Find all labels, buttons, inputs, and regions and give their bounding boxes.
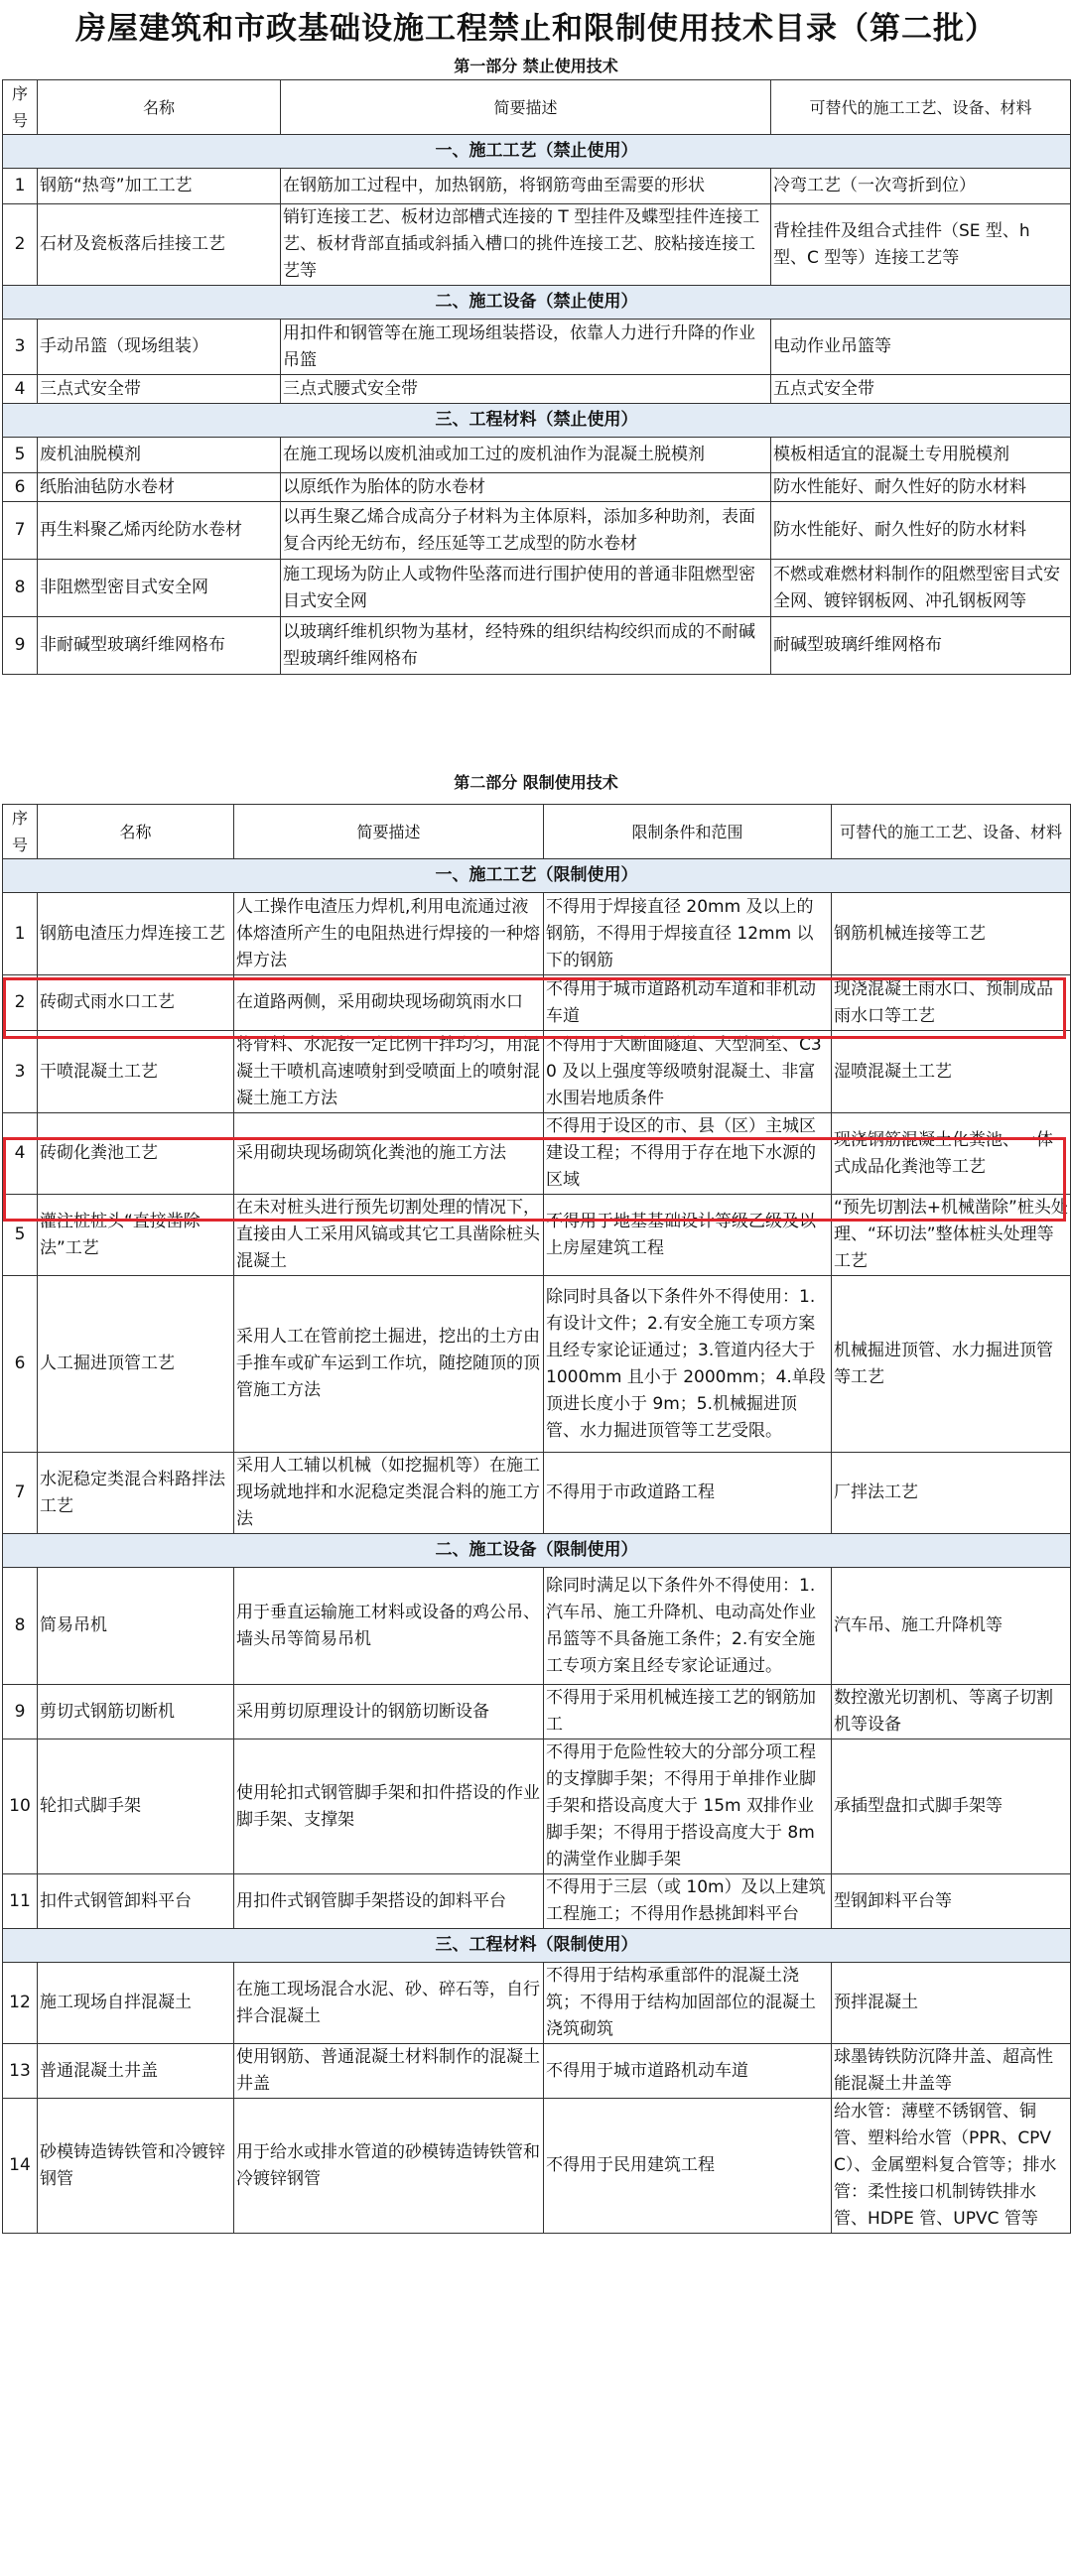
cell-description: 用扣件和钢管等在施工现场组装搭设，依靠人力进行升降的作业吊篮	[281, 320, 771, 375]
cell-alternative: 五点式安全带	[771, 375, 1071, 404]
section-title: 一、施工工艺（禁止使用）	[3, 135, 1071, 169]
cell-name: 钢筋“热弯”加工工艺	[38, 169, 281, 204]
cell-alternative: 冷弯工艺（一次弯折到位）	[771, 169, 1071, 204]
cell-description: 以原纸作为胎体的防水卷材	[281, 473, 771, 502]
cell-alternative: 电动作业吊篮等	[771, 320, 1071, 375]
cell-name: 水泥稳定类混合料路拌法工艺	[38, 1453, 234, 1534]
cell-restriction: 不得用于地基基础设计等级乙级及以上房屋建筑工程	[544, 1195, 832, 1276]
cell-index: 7	[3, 502, 38, 560]
cell-alternative: 型钢卸料平台等	[832, 1874, 1071, 1929]
table-row	[3, 1113, 1071, 1195]
table-row	[3, 617, 1071, 675]
cell-description: 在施工现场以废机油或加工过的废机油作为混凝土脱模剂	[281, 438, 771, 473]
cell-index: 2	[3, 975, 38, 1031]
cell-name: 石材及瓷板落后挂接工艺	[38, 204, 281, 286]
cell-alternative: 防水性能好、耐久性好的防水材料	[771, 502, 1071, 560]
cell-index: 1	[3, 893, 38, 975]
table-row	[3, 560, 1071, 617]
cell-alternative: 不燃或难燃材料制作的阻燃型密目式安全网、镀锌钢板网、冲孔钢板网等	[771, 560, 1071, 617]
section-row	[3, 859, 1071, 893]
cell-name: 非耐碱型玻璃纤维网格布	[38, 617, 281, 675]
cell-alternative: 机械掘进顶管、水力掘进顶管等工艺	[832, 1276, 1071, 1453]
cell-description: 用扣件式钢管脚手架搭设的卸料平台	[234, 1874, 544, 1929]
cell-index: 12	[3, 1963, 38, 2044]
cell-description: 在施工现场混合水泥、砂、碎石等，自行拌合混凝土	[234, 1963, 544, 2044]
cell-description: 人工操作电渣压力焊机,利用电流通过液体熔渣所产生的电阻热进行焊接的一种熔焊方法	[234, 893, 544, 975]
table-row	[3, 1453, 1071, 1534]
cell-index: 8	[3, 560, 38, 617]
cell-alternative: 数控激光切割机、等离子切割机等设备	[832, 1685, 1071, 1739]
cell-index: 7	[3, 1453, 38, 1534]
cell-index: 9	[3, 617, 38, 675]
cell-restriction: 不得用于危险性较大的分部分项工程的支撑脚手架；不得用于单排作业脚手架和搭设高度大于 15m 双排作业脚手架；不得用于搭设高度大于 8m 的满堂作业脚手架	[544, 1739, 832, 1874]
section-row	[3, 286, 1071, 320]
cell-description: 销钉连接工艺、板材边部槽式连接的 T 型挂件及蝶型挂件连接工艺、板材背部直插或斜插入槽口的挑件连接工艺、胶粘接连接工艺等	[281, 204, 771, 286]
part2-heading: 第二部分 限制使用技术	[454, 773, 618, 792]
cell-restriction: 不得用于采用机械连接工艺的钢筋加工	[544, 1685, 832, 1739]
cell-name: 废机油脱模剂	[38, 438, 281, 473]
part1-heading: 第一部分 禁止使用技术	[454, 57, 618, 75]
cell-alternative: 耐碱型玻璃纤维网格布	[771, 617, 1071, 675]
column-header: 限制条件和范围	[544, 805, 832, 859]
cell-name: 施工现场自拌混凝土	[38, 1963, 234, 2044]
cell-description: 采用人工在管前挖土掘进，挖出的土方由手推车或矿车运到工作坑，随挖随顶的顶管施工方法	[234, 1276, 544, 1453]
cell-description: 在钢筋加工过程中，加热钢筋，将钢筋弯曲至需要的形状	[281, 169, 771, 204]
section-row	[3, 1929, 1071, 1963]
cell-name: 简易吊机	[38, 1568, 234, 1685]
cell-index: 8	[3, 1568, 38, 1685]
table-row	[3, 502, 1071, 560]
cell-index: 14	[3, 2099, 38, 2234]
table-row	[3, 893, 1071, 975]
table-row	[3, 1568, 1071, 1685]
cell-name: 普通混凝土井盖	[38, 2044, 234, 2099]
section-title: 二、施工设备（禁止使用）	[3, 286, 1071, 320]
cell-name: 扣件式钢管卸料平台	[38, 1874, 234, 1929]
prohibited-table	[2, 79, 1071, 675]
cell-name: 三点式安全带	[38, 375, 281, 404]
header-row	[3, 805, 1071, 859]
column-header: 名称	[38, 805, 234, 859]
page-title: 房屋建筑和市政基础设施工程禁止和限制使用技术目录（第二批）	[75, 11, 997, 47]
cell-name: 再生料聚乙烯丙纶防水卷材	[38, 502, 281, 560]
table-row	[3, 1963, 1071, 2044]
restricted-table	[2, 804, 1071, 2234]
section-title: 二、施工设备（限制使用）	[3, 1534, 1071, 1568]
cell-restriction: 除同时具备以下条件外不得使用：1.有设计文件；2.有安全施工专项方案且经专家论证通过；3.管道内径大于 1000mm 且小于 2000mm；4.单段顶进长度小于 9m；5.机械掘进顶管、水力掘进顶管等工艺受限。	[544, 1276, 832, 1453]
table-row	[3, 975, 1071, 1031]
cell-alternative: 承插型盘扣式脚手架等	[832, 1739, 1071, 1874]
table-row	[3, 2044, 1071, 2099]
cell-name: 钢筋电渣压力焊连接工艺	[38, 893, 234, 975]
section-row	[3, 404, 1071, 438]
section-title: 三、工程材料（限制使用）	[3, 1929, 1071, 1963]
cell-description: 用于垂直运输施工材料或设备的鸡公吊、墙头吊等简易吊机	[234, 1568, 544, 1685]
cell-index: 5	[3, 438, 38, 473]
cell-alternative: 钢筋机械连接等工艺	[832, 893, 1071, 975]
cell-description: 采用砌块现场砌筑化粪池的施工方法	[234, 1113, 544, 1195]
table-row	[3, 320, 1071, 375]
cell-alternative: 厂拌法工艺	[832, 1453, 1071, 1534]
cell-description: 施工现场为防止人或物件坠落而进行围护使用的普通非阻燃型密目式安全网	[281, 560, 771, 617]
cell-description: 使用轮扣式钢管脚手架和扣件搭设的作业脚手架、支撑架	[234, 1739, 544, 1874]
cell-description: 使用钢筋、普通混凝土材料制作的混凝土井盖	[234, 2044, 544, 2099]
cell-index: 9	[3, 1685, 38, 1739]
cell-index: 1	[3, 169, 38, 204]
table-row	[3, 169, 1071, 204]
cell-name: 剪切式钢筋切断机	[38, 1685, 234, 1739]
cell-description: 采用剪切原理设计的钢筋切断设备	[234, 1685, 544, 1739]
cell-alternative: 背栓挂件及组合式挂件（SE 型、h 型、C 型等）连接工艺等	[771, 204, 1071, 286]
section-title: 一、施工工艺（限制使用）	[3, 859, 1071, 893]
cell-index: 2	[3, 204, 38, 286]
cell-alternative: 球墨铸铁防沉降井盖、超高性能混凝土井盖等	[832, 2044, 1071, 2099]
table-row	[3, 438, 1071, 473]
cell-name: 砖砌化粪池工艺	[38, 1113, 234, 1195]
cell-description: 以玻璃纤维机织物为基材，经特殊的组织结构绞织而成的不耐碱型玻璃纤维网格布	[281, 617, 771, 675]
cell-restriction: 不得用于结构承重部件的混凝土浇筑；不得用于结构加固部位的混凝土浇筑砌筑	[544, 1963, 832, 2044]
cell-restriction: 不得用于大断面隧道、大型洞室、C30 及以上强度等级喷射混凝土、非富水围岩地质条件	[544, 1031, 832, 1113]
cell-restriction: 不得用于城市道路机动车道	[544, 2044, 832, 2099]
table-row	[3, 375, 1071, 404]
cell-index: 13	[3, 2044, 38, 2099]
column-header: 可替代的施工工艺、设备、材料	[832, 805, 1071, 859]
cell-description: 将骨料、水泥按一定比例干拌均匀，用混凝土干喷机高速喷射到受喷面上的喷射混凝土施工方法	[234, 1031, 544, 1113]
section-row	[3, 135, 1071, 169]
cell-index: 5	[3, 1195, 38, 1276]
cell-name: 干喷混凝土工艺	[38, 1031, 234, 1113]
cell-restriction: 不得用于城市道路机动车道和非机动车道	[544, 975, 832, 1031]
cell-index: 6	[3, 1276, 38, 1453]
cell-restriction: 不得用于三层（或 10m）及以上建筑工程施工；不得用作悬挑卸料平台	[544, 1874, 832, 1929]
cell-description: 在未对桩头进行预先切割处理的情况下，直接由人工采用风镐或其它工具凿除桩头混凝土	[234, 1195, 544, 1276]
cell-name: 手动吊篮（现场组装）	[38, 320, 281, 375]
cell-alternative: 预拌混凝土	[832, 1963, 1071, 2044]
cell-description: 用于给水或排水管道的砂模铸造铸铁管和冷镀锌钢管	[234, 2099, 544, 2234]
column-header: 简要描述	[281, 80, 771, 135]
cell-index: 11	[3, 1874, 38, 1929]
cell-index: 6	[3, 473, 38, 502]
table-row	[3, 1685, 1071, 1739]
cell-alternative: 汽车吊、施工升降机等	[832, 1568, 1071, 1685]
cell-restriction: 不得用于设区的市、县（区）主城区建设工程；不得用于存在地下水源的区域	[544, 1113, 832, 1195]
cell-index: 4	[3, 1113, 38, 1195]
cell-name: 人工掘进顶管工艺	[38, 1276, 234, 1453]
cell-name: 砖砌式雨水口工艺	[38, 975, 234, 1031]
table-row	[3, 1195, 1071, 1276]
section-title: 三、工程材料（禁止使用）	[3, 404, 1071, 438]
cell-alternative: 现浇钢筋混凝土化粪池、一体式成品化粪池等工艺	[832, 1113, 1071, 1195]
cell-index: 4	[3, 375, 38, 404]
cell-alternative: 防水性能好、耐久性好的防水材料	[771, 473, 1071, 502]
header-row	[3, 80, 1071, 135]
cell-restriction: 不得用于焊接直径 20mm 及以上的钢筋，不得用于焊接直径 12mm 以下的钢筋	[544, 893, 832, 975]
column-header: 序号	[3, 805, 38, 859]
column-header: 可替代的施工工艺、设备、材料	[771, 80, 1071, 135]
cell-name: 非阻燃型密目式安全网	[38, 560, 281, 617]
cell-description: 采用人工辅以机械（如挖掘机等）在施工现场就地拌和水泥稳定类混合料的施工方法	[234, 1453, 544, 1534]
cell-alternative: 给水管：薄壁不锈钢管、铜管、塑料给水管（PPR、CPVC）、金属塑料复合管等；排水管：柔性接口机制铸铁排水管、HDPE 管、UPVC 管等	[832, 2099, 1071, 2234]
section-row	[3, 1534, 1071, 1568]
table-row	[3, 1874, 1071, 1929]
cell-restriction: 除同时满足以下条件外不得使用：1.汽车吊、施工升降机、电动高处作业吊篮等不具备施工条件；2.有安全施工专项方案且经专家论证通过。	[544, 1568, 832, 1685]
cell-description: 三点式腰式安全带	[281, 375, 771, 404]
cell-description: 以再生聚乙烯合成高分子材料为主体原料，添加多种助剂，表面复合丙纶无纺布，经压延等工艺成型的防水卷材	[281, 502, 771, 560]
cell-name: 纸胎油毡防水卷材	[38, 473, 281, 502]
cell-index: 10	[3, 1739, 38, 1874]
column-header: 简要描述	[234, 805, 544, 859]
cell-index: 3	[3, 320, 38, 375]
column-header: 序号	[3, 80, 38, 135]
table-row	[3, 1031, 1071, 1113]
cell-index: 3	[3, 1031, 38, 1113]
cell-alternative: 模板相适宜的混凝土专用脱模剂	[771, 438, 1071, 473]
cell-alternative: 湿喷混凝土工艺	[832, 1031, 1071, 1113]
table-row	[3, 1276, 1071, 1453]
cell-description: 在道路两侧，采用砌块现场砌筑雨水口	[234, 975, 544, 1031]
column-header: 名称	[38, 80, 281, 135]
table-row	[3, 1739, 1071, 1874]
table-row	[3, 473, 1071, 502]
cell-name: 砂模铸造铸铁管和冷镀锌钢管	[38, 2099, 234, 2234]
cell-restriction: 不得用于民用建筑工程	[544, 2099, 832, 2234]
table-row	[3, 204, 1071, 286]
cell-restriction: 不得用于市政道路工程	[544, 1453, 832, 1534]
cell-name: 轮扣式脚手架	[38, 1739, 234, 1874]
cell-alternative: “预先切割法+机械凿除”桩头处理、“环切法”整体桩头处理等工艺	[832, 1195, 1071, 1276]
cell-alternative: 现浇混凝土雨水口、预制成品雨水口等工艺	[832, 975, 1071, 1031]
cell-name: 灌注桩桩头“直接凿除法”工艺	[38, 1195, 234, 1276]
table-row	[3, 2099, 1071, 2234]
